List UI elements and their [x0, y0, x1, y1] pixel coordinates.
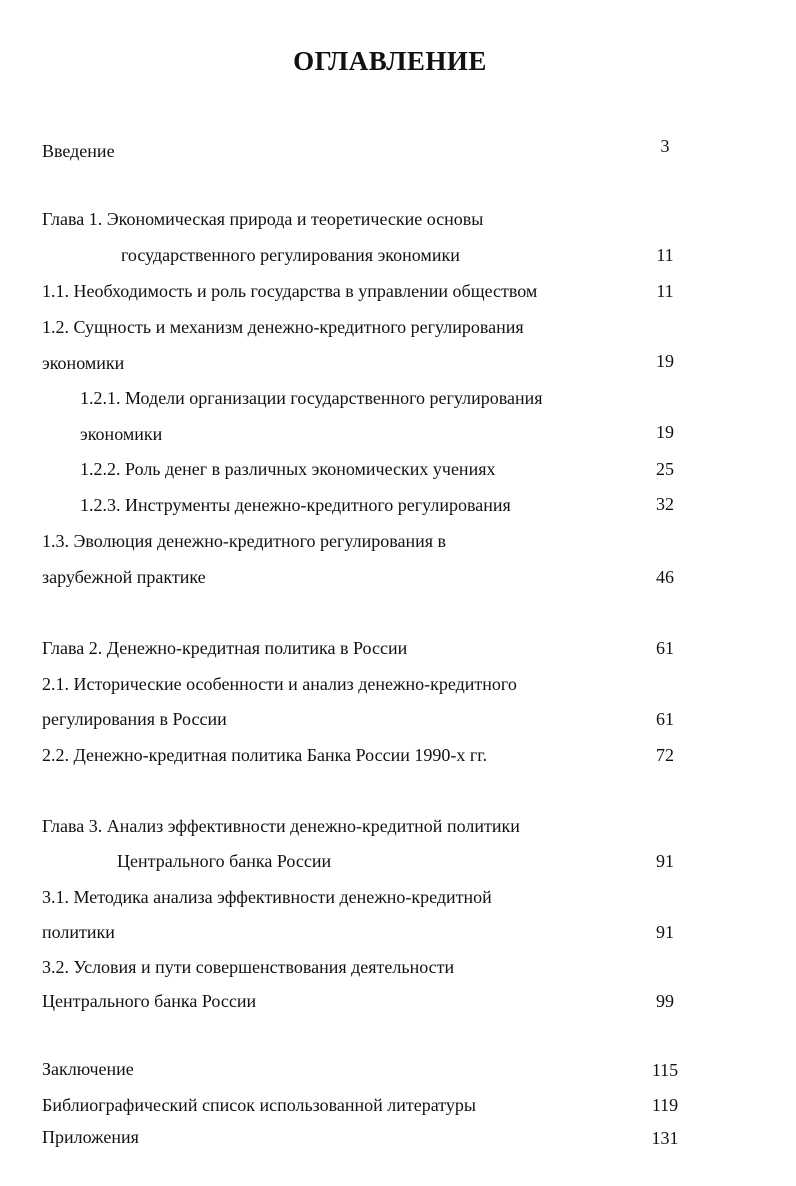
toc-s1-3-text-2: зарубежной практике: [42, 567, 206, 587]
toc-s2-1-page: 61: [656, 709, 674, 729]
toc-ch3-page: 91: [656, 851, 674, 871]
toc-conclusion-text: Заключение: [42, 1059, 134, 1079]
toc-s1-2-text-2: экономики: [42, 353, 125, 373]
toc-s3-1-text-1: 3.1. Методика анализа эффективности денежно-кредитной: [42, 887, 492, 907]
toc-s3-2-text-1: 3.2. Условия и пути совершенствования деятельности: [42, 957, 455, 977]
toc-ch2-page: 61: [656, 638, 674, 658]
toc-s1-2-3-page: 32: [656, 494, 674, 514]
toc-s1-3-page: 46: [656, 567, 674, 587]
toc-ch2-text: Глава 2. Денежно-кредитная политика в России: [42, 638, 408, 658]
toc-s1-2-1-text-2: экономики: [80, 424, 163, 444]
toc-bibliography-page: 119: [651, 1095, 679, 1115]
toc-ch1-text-1: Глава 1. Экономическая природа и теоретические основы: [42, 209, 484, 229]
toc-ch1-text-2: государственного регулирования экономики: [121, 245, 460, 265]
toc-s2-1-text-1: 2.1. Исторические особенности и анализ денежно-кредитного: [42, 674, 517, 694]
toc-s2-2-page: 72: [656, 745, 674, 765]
toc-s3-2-text-2: Центрального банка России: [42, 991, 257, 1011]
toc-bibliography-text: Библиографический список использованной литературы: [42, 1095, 477, 1115]
toc-s1-2-1-page: 19: [656, 422, 674, 442]
toc-ch1-page: 11: [656, 245, 674, 265]
toc-s2-1-text-2: регулирования в России: [42, 709, 227, 729]
page-title: ОГЛАВЛЕНИЕ: [293, 46, 487, 76]
toc-s3-1-page: 91: [656, 922, 674, 942]
toc-s1-2-2-text: 1.2.2. Роль денег в различных экономических учениях: [80, 459, 496, 479]
toc-s1-2-1-text-1: 1.2.1. Модели организации государственного регулирования: [80, 388, 543, 408]
toc-appendix-text: Приложения: [42, 1127, 139, 1147]
toc-appendix-page: 131: [651, 1128, 679, 1148]
toc-ch3-text-2: Центрального банка России: [117, 851, 332, 871]
toc-s1-2-text-1: 1.2. Сущность и механизм денежно-кредитного регулирования: [42, 317, 524, 337]
toc-intro-text: Введение: [42, 141, 115, 161]
toc-ch3-text-1: Глава 3. Анализ эффективности денежно-кредитной политики: [42, 816, 520, 836]
toc-s1-3-text-1: 1.3. Эволюция денежно-кредитного регулирования в: [42, 531, 447, 551]
toc-intro-page: 3: [660, 136, 670, 156]
toc-s1-1-text: 1.1. Необходимость и роль государства в управлении обществом: [42, 281, 538, 301]
toc-s3-2-page: 99: [656, 991, 674, 1011]
toc-s1-2-2-page: 25: [656, 459, 674, 479]
toc-conclusion-page: 115: [651, 1060, 679, 1080]
toc-s2-2-text: 2.2. Денежно-кредитная политика Банка России 1990-х гг.: [42, 745, 488, 765]
toc-s1-2-page: 19: [656, 351, 674, 371]
toc-s1-1-page: 11: [656, 281, 674, 301]
toc-s1-2-3-text: 1.2.3. Инструменты денежно-кредитного регулирования: [80, 495, 511, 515]
toc-s3-1-text-2: политики: [42, 922, 115, 942]
